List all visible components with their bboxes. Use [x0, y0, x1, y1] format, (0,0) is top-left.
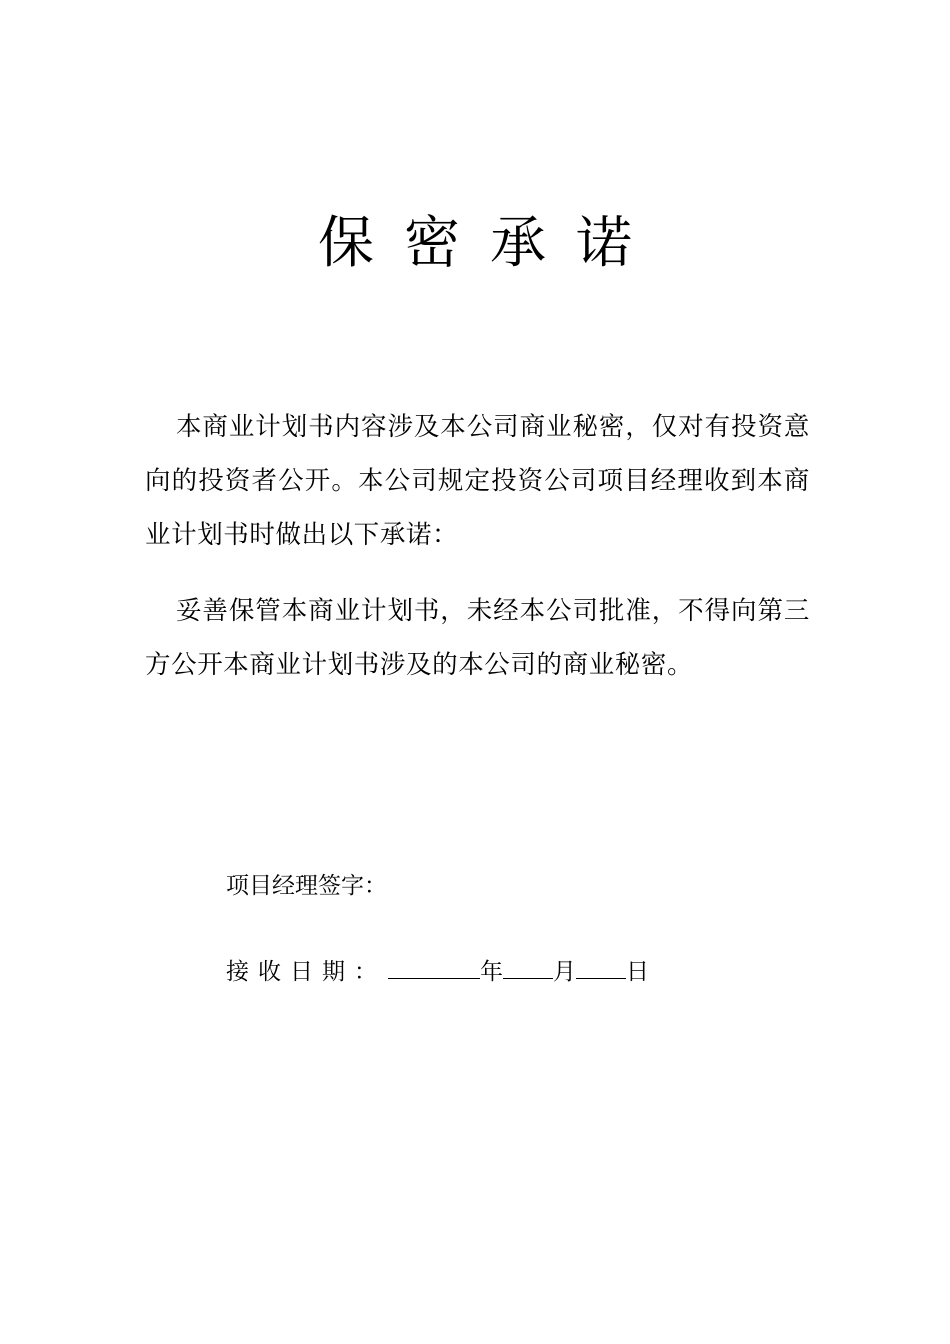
signature-label: 项目经理签字：: [226, 873, 387, 899]
receipt-date-label: 接收日期：: [226, 959, 386, 985]
paragraph-intro: 本商业计划书内容涉及本公司商业秘密，仅对有投资意向的投资者公开。本公司规定投资公司项目经理收到本商业计划书时做出以下承诺：: [145, 412, 810, 550]
month-blank: [503, 954, 553, 979]
month-unit: 月: [553, 959, 576, 985]
year-blank: [388, 954, 480, 979]
year-unit: 年: [480, 959, 503, 985]
day-blank: [576, 954, 626, 979]
paragraph-commitment: 妥善保管本商业计划书，未经本公司批准，不得向第三方公开本商业计划书涉及的本公司的商业秘密。: [145, 596, 810, 680]
receipt-date-row: [226, 954, 649, 989]
day-unit: 日: [626, 959, 649, 985]
page-title: 保密承诺: [318, 211, 662, 276]
